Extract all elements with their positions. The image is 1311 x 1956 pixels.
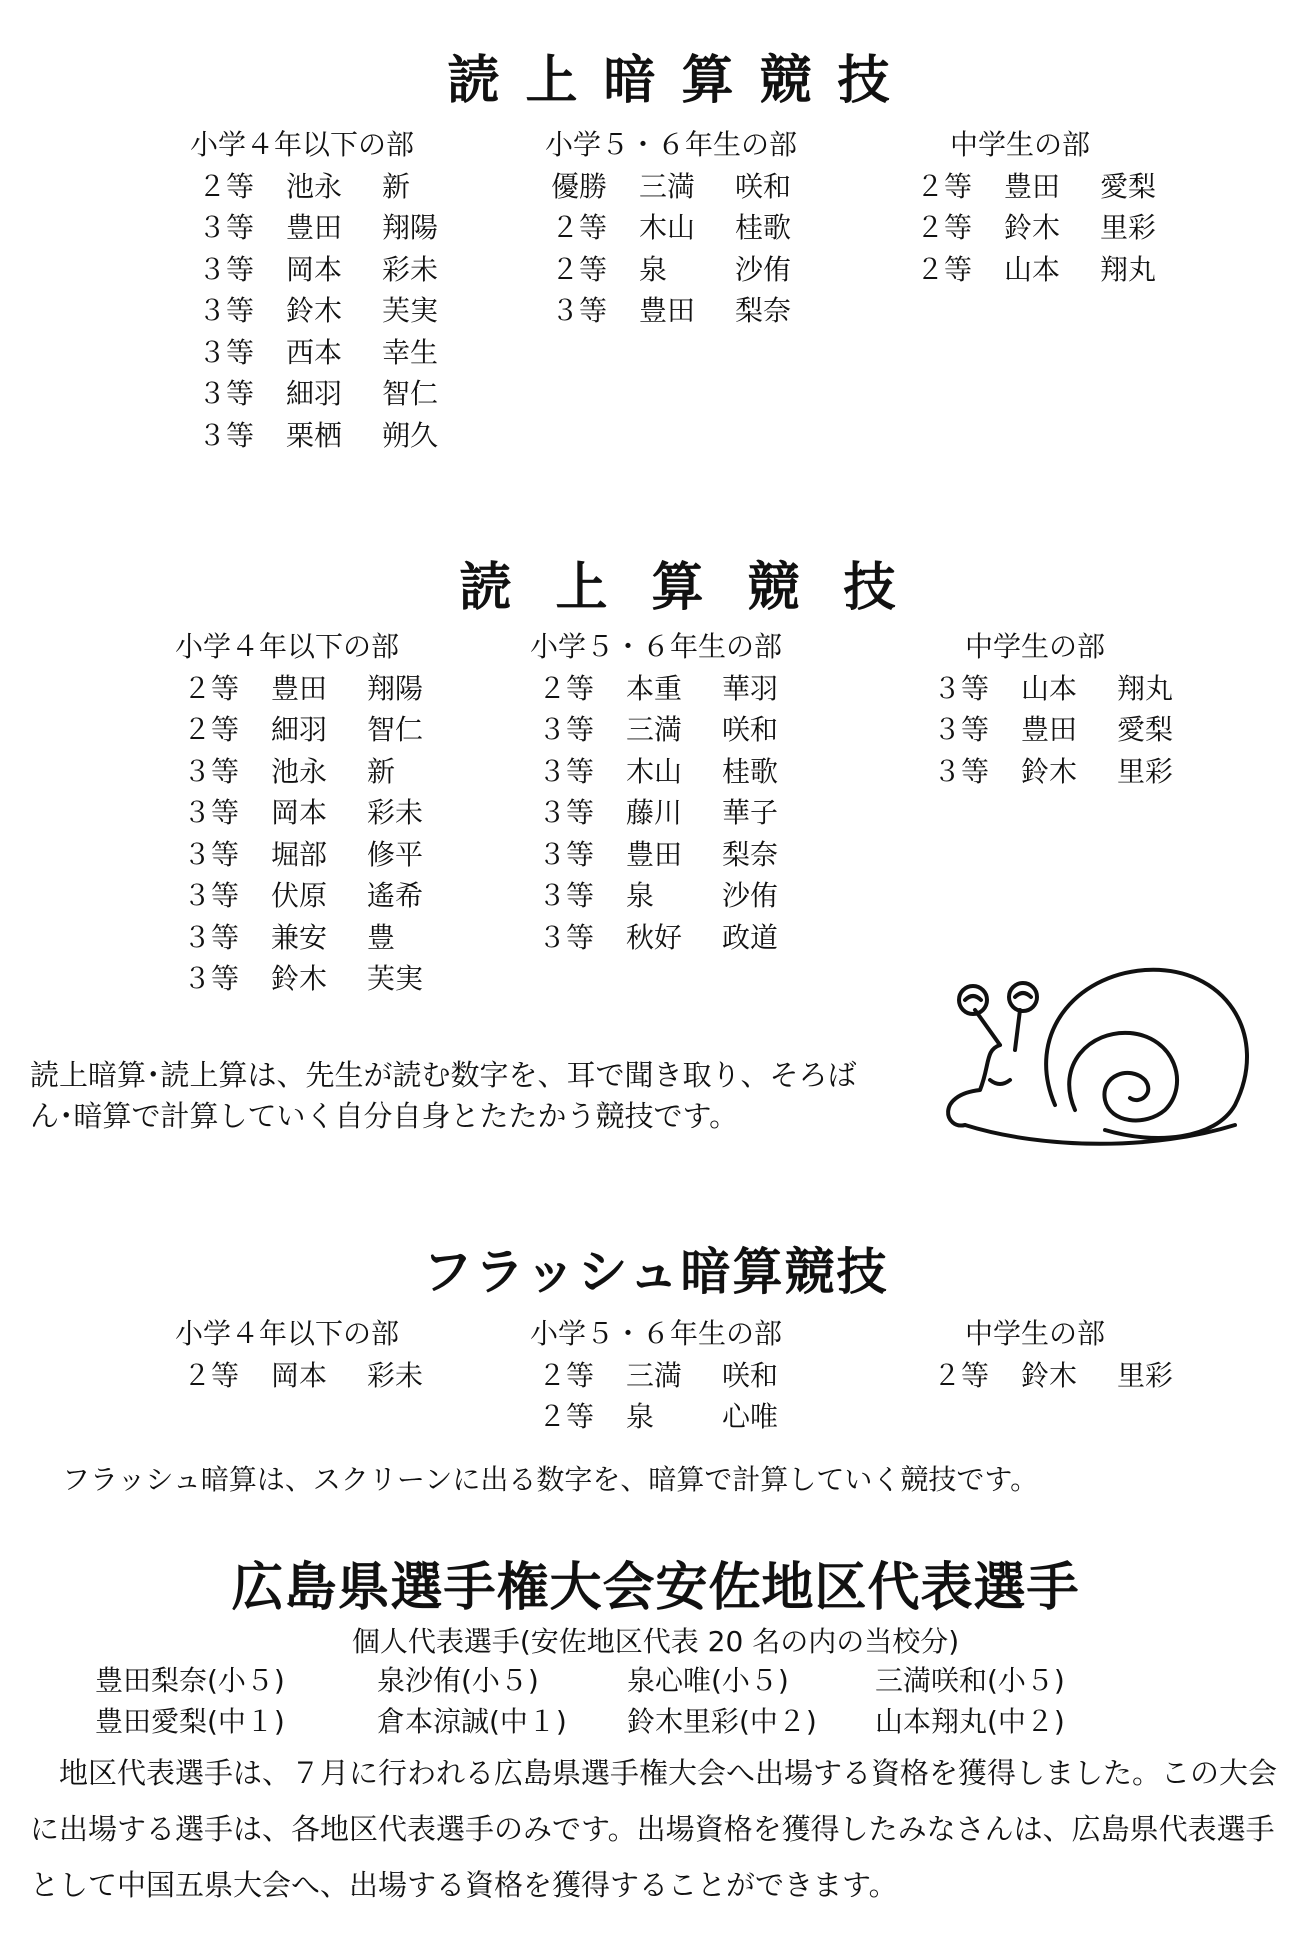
given-name: 修平 [367,837,424,871]
surname: 西本 [286,335,343,369]
surname: 栗栖 [286,418,343,452]
rank-label: ３等 [183,879,240,912]
given-name: 遙希 [367,879,424,912]
given-name: 沙侑 [722,879,779,912]
surname: 岡本 [271,1358,328,1392]
result-list [925,1355,1173,1397]
rank-label: ２等 [183,1358,240,1392]
surname: 豊田 [626,837,683,871]
rank-label: ２等 [916,169,973,203]
result-list [545,166,797,332]
representative-name: 倉本涼誠(中１) [377,1705,567,1738]
division-header: 小学５・６年生の部 [530,1317,783,1350]
surname: 山本 [1004,252,1061,286]
surname: 泉 [639,252,668,286]
division-header: 中学生の部 [965,630,1106,663]
result-entry [190,207,438,249]
representatives-list [95,1660,1065,1742]
rank-label: ２等 [551,211,608,244]
given-name: 新 [367,754,396,788]
rank-label: ３等 [538,713,595,746]
surname: 池永 [271,754,328,788]
given-name: 里彩 [1100,211,1157,244]
surname: 泉 [626,879,655,912]
rank-label: ２等 [916,252,973,286]
surname: 岡本 [271,796,328,829]
representatives-paragraph: 地区代表選手は、７月に行われる広島県選手権大会へ出場する資格を獲得しました。この大会に出場する選手は、各地区代表選手のみです。出場資格を獲得したみなさんは、広島県代表選手として中国五県大会へ、出場する資格を獲得することができます。 [30,1756,1278,1902]
rank-label: ２等 [933,1358,990,1392]
rank-label: ２等 [183,713,240,746]
result-list [530,1355,782,1438]
division-header: 中学生の部 [965,1317,1106,1350]
result-list [175,1355,423,1397]
representatives-title: 広島県選手権大会安佐地区代表選手 [231,1558,1080,1618]
surname: 豊田 [639,294,696,327]
division-junior-high [925,626,1173,792]
division-elem-4-under [175,1313,423,1396]
given-name: 里彩 [1117,754,1174,788]
surname: 細羽 [286,377,343,410]
rank-label: ３等 [538,754,595,788]
division-junior-high [910,124,1156,290]
given-name: 里彩 [1117,1358,1174,1392]
rank-label: ３等 [933,754,990,788]
rank-label: ３等 [538,920,595,954]
rank-label: ３等 [198,335,255,369]
result-entry [530,1355,782,1397]
representative-name: 豊田愛梨(中１) [95,1705,285,1738]
result-entry [530,792,782,834]
result-list [910,166,1156,291]
given-name: 華子 [722,796,779,829]
surname: 鈴木 [1004,211,1061,244]
surname: 鈴木 [286,294,343,327]
surname: 鈴木 [1021,754,1078,788]
given-name: 朔久 [382,418,439,452]
division-header: 小学４年以下の部 [190,128,415,161]
given-name: 彩未 [382,252,439,286]
rank-label: ３等 [183,837,240,871]
result-entry [910,166,1156,208]
rank-label: ３等 [933,671,990,705]
given-name: 心唯 [722,1400,779,1433]
given-name: 桂歌 [722,754,779,788]
representatives-row [95,1660,1065,1701]
surname: 秋好 [626,920,683,954]
division-header: 小学５・６年生の部 [545,128,798,161]
surname: 山本 [1021,671,1078,705]
surname: 豊田 [1004,169,1061,203]
division-elem-5-6 [530,1313,782,1438]
section-title-flash-mental: フラッシュ暗算競技 [422,1243,889,1301]
given-name: 梨奈 [735,294,792,327]
given-name: 幸生 [382,335,439,369]
surname: 木山 [639,211,696,244]
rank-label: ３等 [198,377,255,410]
result-entry [175,792,423,834]
given-name: 智仁 [367,713,424,746]
given-name: 新 [382,169,411,203]
rank-label: ３等 [538,879,595,912]
result-list [925,668,1173,793]
rank-label: ３等 [198,211,255,244]
result-entry [190,166,438,208]
result-entry [175,1355,423,1397]
result-entry [530,709,782,751]
surname: 伏原 [271,879,328,912]
result-entry [175,875,423,917]
result-entry [530,917,782,959]
surname: 豊田 [1021,713,1078,746]
result-entry [530,875,782,917]
given-name: 翔陽 [382,211,439,244]
result-entry [530,668,782,710]
result-entry [175,834,423,876]
division-elem-5-6 [530,626,782,958]
rank-label: ３等 [538,837,595,871]
surname: 泉 [626,1400,655,1433]
given-name: 芙実 [382,294,439,327]
result-entry [175,709,423,751]
given-name: 愛梨 [1100,169,1157,203]
result-entry [545,290,797,332]
given-name: 豊 [367,920,396,954]
representative-name: 山本翔丸(中２) [875,1705,1065,1738]
surname: 池永 [286,169,343,203]
given-name: 梨奈 [722,837,779,871]
rank-label: ２等 [538,671,595,705]
surname: 岡本 [286,252,343,286]
surname: 藤川 [626,796,683,829]
result-entry [190,373,438,415]
given-name: 桂歌 [735,211,792,244]
given-name: 沙侑 [735,252,792,286]
rank-label: ３等 [551,294,608,327]
representative-name: 泉心唯(小５) [627,1664,789,1697]
division-elem-4-under [190,124,438,456]
rank-label: ２等 [198,169,255,203]
section-title-reading-abacus: 読上算競技 [459,558,940,618]
result-entry [530,751,782,793]
result-entry [175,751,423,793]
result-entry [925,668,1173,710]
representative-name: 三満咲和(小５) [875,1664,1065,1697]
given-name: 彩未 [367,796,424,829]
given-name: 咲和 [735,169,792,203]
result-list [175,668,423,1000]
rank-label: ２等 [538,1400,595,1433]
representatives-subtitle: 個人代表選手(安佐地区代表 20 名の内の当校分) [351,1625,960,1658]
rank-label: ３等 [538,796,595,829]
rank-label: ３等 [198,252,255,286]
result-entry [175,958,423,1000]
rank-label: ２等 [183,671,240,705]
given-name: 咲和 [722,1358,779,1392]
result-entry [190,249,438,291]
division-junior-high [925,1313,1173,1396]
flash-note: フラッシュ暗算は、スクリーンに出る数字を、暗算で計算していく競技です。 [62,1463,1039,1496]
given-name: 翔陽 [367,671,424,705]
result-entry [190,415,438,457]
representative-name: 豊田梨奈(小５) [95,1664,285,1697]
rank-label: ３等 [183,754,240,788]
rank-label: 優勝 [551,169,608,203]
given-name: 華羽 [722,671,779,705]
rank-label: ３等 [198,294,255,327]
surname: 鈴木 [1021,1358,1078,1392]
given-name: 翔丸 [1117,671,1174,705]
surname: 堀部 [271,837,328,871]
rank-label: ３等 [198,418,255,452]
section-title-reading-mental: 読上暗算競技 [447,51,916,111]
result-entry [530,834,782,876]
result-entry [910,207,1156,249]
given-name: 智仁 [382,377,439,410]
surname: 兼安 [271,920,328,954]
division-elem-4-under [175,626,423,1000]
division-header: 小学４年以下の部 [175,1317,400,1350]
surname: 三満 [626,713,683,746]
surname: 三満 [639,169,696,203]
given-name: 愛梨 [1117,713,1174,746]
given-name: 芙実 [367,962,424,995]
result-entry [910,249,1156,291]
result-entry [925,751,1173,793]
division-elem-5-6 [545,124,797,332]
result-entry [545,207,797,249]
result-entry [925,1355,1173,1397]
given-name: 彩未 [367,1358,424,1392]
representative-name: 泉沙侑(小５) [377,1664,539,1697]
rank-label: ３等 [183,920,240,954]
reading-note: 読上暗算･読上算は、先生が読む数字を、耳で聞き取り、そろばん･暗算で計算していく自分自身とたたかう競技です。 [30,1058,857,1133]
surname: 木山 [626,754,683,788]
rank-label: ２等 [551,252,608,286]
result-entry [175,668,423,710]
division-header: 中学生の部 [950,128,1091,161]
given-name: 翔丸 [1100,252,1157,286]
result-entry [545,166,797,208]
rank-label: ２等 [538,1358,595,1392]
surname: 細羽 [271,713,328,746]
division-header: 小学５・６年生の部 [530,630,783,663]
result-entry [175,917,423,959]
result-entry [530,1396,782,1438]
result-list [190,166,438,457]
result-entry [190,290,438,332]
surname: 豊田 [271,671,328,705]
surname: 豊田 [286,211,343,244]
surname: 本重 [626,671,683,705]
surname: 鈴木 [271,962,328,995]
result-entry [545,249,797,291]
representative-name: 鈴木里彩(中２) [627,1705,817,1738]
rank-label: ３等 [183,796,240,829]
surname: 三満 [626,1358,683,1392]
given-name: 政道 [722,920,779,954]
result-list [530,668,782,959]
result-entry [925,709,1173,751]
result-entry [190,332,438,374]
snail-icon [905,955,1275,1155]
division-header: 小学４年以下の部 [175,630,400,663]
rank-label: ２等 [916,211,973,244]
given-name: 咲和 [722,713,779,746]
rank-label: ３等 [183,962,240,995]
representatives-row [95,1701,1065,1742]
rank-label: ３等 [933,713,990,746]
